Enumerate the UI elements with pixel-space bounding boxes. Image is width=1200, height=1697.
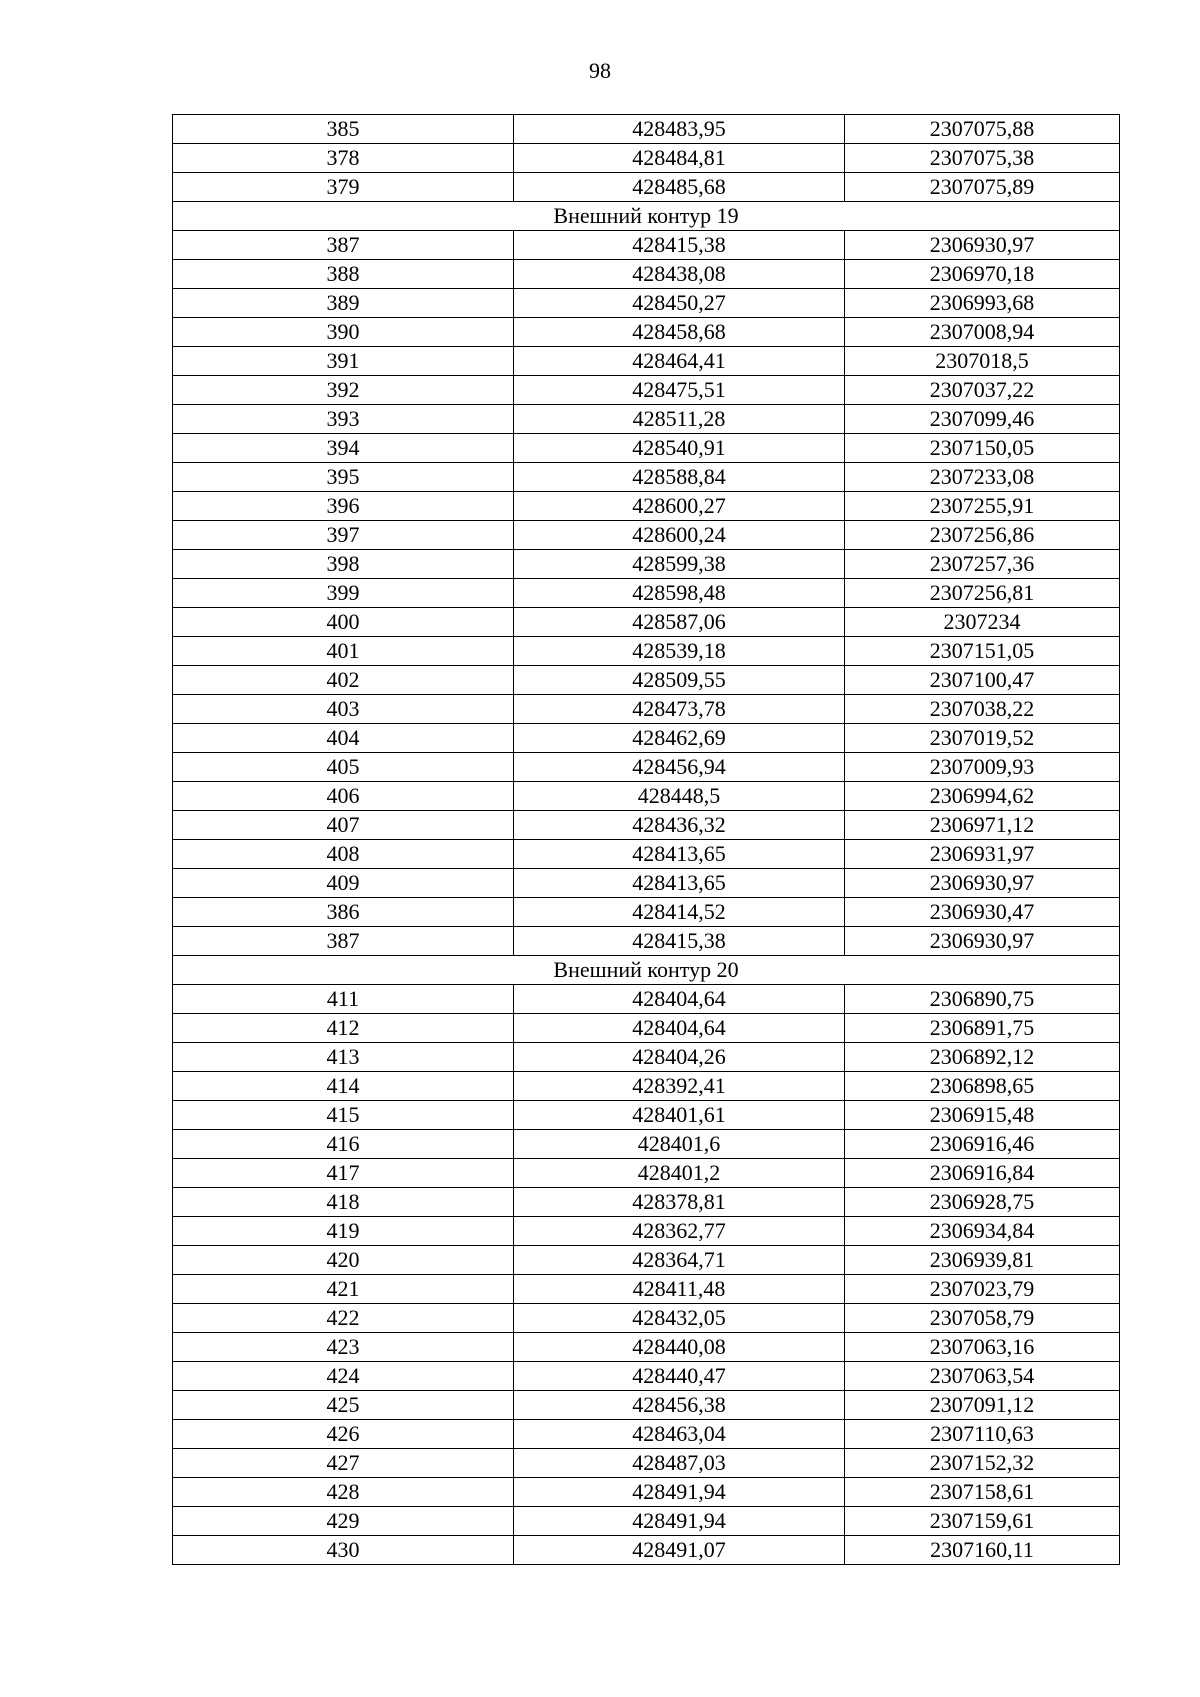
table-row	[173, 405, 1120, 434]
point-number-cell: 399	[173, 579, 514, 608]
table-row	[173, 1478, 1120, 1507]
table-row	[173, 1420, 1120, 1449]
x-coordinate-cell: 428362,77	[514, 1217, 845, 1246]
x-coordinate-cell: 428487,03	[514, 1449, 845, 1478]
table-row	[173, 1304, 1120, 1333]
table-row	[173, 521, 1120, 550]
table-row	[173, 492, 1120, 521]
x-coordinate-cell: 428413,65	[514, 869, 845, 898]
point-number-cell: 411	[173, 985, 514, 1014]
x-coordinate-cell: 428473,78	[514, 695, 845, 724]
x-coordinate-cell: 428484,81	[514, 144, 845, 173]
point-number-cell: 405	[173, 753, 514, 782]
point-number-cell: 387	[173, 231, 514, 260]
y-coordinate-cell: 2307038,22	[845, 695, 1120, 724]
table-row	[173, 811, 1120, 840]
section-title: Внешний контур 19	[173, 202, 1120, 231]
y-coordinate-cell: 2306934,84	[845, 1217, 1120, 1246]
point-number-cell: 387	[173, 927, 514, 956]
table-row	[173, 1101, 1120, 1130]
point-number-cell: 430	[173, 1536, 514, 1565]
y-coordinate-cell: 2307234	[845, 608, 1120, 637]
x-coordinate-cell: 428401,6	[514, 1130, 845, 1159]
y-coordinate-cell: 2307099,46	[845, 405, 1120, 434]
x-coordinate-cell: 428392,41	[514, 1072, 845, 1101]
y-coordinate-cell: 2307023,79	[845, 1275, 1120, 1304]
x-coordinate-cell: 428462,69	[514, 724, 845, 753]
x-coordinate-cell: 428415,38	[514, 927, 845, 956]
x-coordinate-cell: 428588,84	[514, 463, 845, 492]
table-row	[173, 1043, 1120, 1072]
x-coordinate-cell: 428440,08	[514, 1333, 845, 1362]
y-coordinate-cell: 2307151,05	[845, 637, 1120, 666]
point-number-cell: 429	[173, 1507, 514, 1536]
table-row	[173, 840, 1120, 869]
x-coordinate-cell: 428458,68	[514, 318, 845, 347]
x-coordinate-cell: 428491,07	[514, 1536, 845, 1565]
y-coordinate-cell: 2307110,63	[845, 1420, 1120, 1449]
x-coordinate-cell: 428448,5	[514, 782, 845, 811]
x-coordinate-cell: 428436,32	[514, 811, 845, 840]
point-number-cell: 402	[173, 666, 514, 695]
x-coordinate-cell: 428364,71	[514, 1246, 845, 1275]
y-coordinate-cell: 2306993,68	[845, 289, 1120, 318]
y-coordinate-cell: 2307257,36	[845, 550, 1120, 579]
y-coordinate-cell: 2307075,88	[845, 115, 1120, 144]
y-coordinate-cell: 2306892,12	[845, 1043, 1120, 1072]
table-row	[173, 1275, 1120, 1304]
x-coordinate-cell: 428411,48	[514, 1275, 845, 1304]
x-coordinate-cell: 428600,27	[514, 492, 845, 521]
x-coordinate-cell: 428401,61	[514, 1101, 845, 1130]
point-number-cell: 409	[173, 869, 514, 898]
table-row	[173, 579, 1120, 608]
y-coordinate-cell: 2306970,18	[845, 260, 1120, 289]
table-row	[173, 1159, 1120, 1188]
y-coordinate-cell: 2306890,75	[845, 985, 1120, 1014]
table-row	[173, 753, 1120, 782]
y-coordinate-cell: 2307063,54	[845, 1362, 1120, 1391]
point-number-cell: 378	[173, 144, 514, 173]
point-number-cell: 425	[173, 1391, 514, 1420]
section-header-row	[173, 202, 1120, 231]
point-number-cell: 396	[173, 492, 514, 521]
y-coordinate-cell: 2306928,75	[845, 1188, 1120, 1217]
page-number: 98	[589, 58, 611, 83]
table-row	[173, 1507, 1120, 1536]
y-coordinate-cell: 2307009,93	[845, 753, 1120, 782]
coordinates-table-body	[173, 115, 1120, 1565]
y-coordinate-cell: 2307063,16	[845, 1333, 1120, 1362]
table-row	[173, 115, 1120, 144]
table-row	[173, 1536, 1120, 1565]
table-row	[173, 782, 1120, 811]
x-coordinate-cell: 428598,48	[514, 579, 845, 608]
point-number-cell: 404	[173, 724, 514, 753]
table-row	[173, 637, 1120, 666]
y-coordinate-cell: 2307256,81	[845, 579, 1120, 608]
table-row	[173, 1246, 1120, 1275]
y-coordinate-cell: 2307255,91	[845, 492, 1120, 521]
x-coordinate-cell: 428587,06	[514, 608, 845, 637]
point-number-cell: 419	[173, 1217, 514, 1246]
point-number-cell: 416	[173, 1130, 514, 1159]
point-number-cell: 408	[173, 840, 514, 869]
table-row	[173, 666, 1120, 695]
table-row	[173, 1130, 1120, 1159]
point-number-cell: 389	[173, 289, 514, 318]
x-coordinate-cell: 428404,26	[514, 1043, 845, 1072]
point-number-cell: 420	[173, 1246, 514, 1275]
y-coordinate-cell: 2306930,97	[845, 231, 1120, 260]
table-row	[173, 173, 1120, 202]
point-number-cell: 403	[173, 695, 514, 724]
table-row	[173, 898, 1120, 927]
x-coordinate-cell: 428456,94	[514, 753, 845, 782]
point-number-cell: 414	[173, 1072, 514, 1101]
x-coordinate-cell: 428483,95	[514, 115, 845, 144]
y-coordinate-cell: 2307058,79	[845, 1304, 1120, 1333]
point-number-cell: 413	[173, 1043, 514, 1072]
x-coordinate-cell: 428475,51	[514, 376, 845, 405]
y-coordinate-cell: 2307091,12	[845, 1391, 1120, 1420]
point-number-cell: 379	[173, 173, 514, 202]
x-coordinate-cell: 428456,38	[514, 1391, 845, 1420]
x-coordinate-cell: 428485,68	[514, 173, 845, 202]
point-number-cell: 422	[173, 1304, 514, 1333]
y-coordinate-cell: 2307100,47	[845, 666, 1120, 695]
table-row	[173, 231, 1120, 260]
point-number-cell: 392	[173, 376, 514, 405]
point-number-cell: 390	[173, 318, 514, 347]
y-coordinate-cell: 2306939,81	[845, 1246, 1120, 1275]
table-row	[173, 463, 1120, 492]
point-number-cell: 398	[173, 550, 514, 579]
x-coordinate-cell: 428491,94	[514, 1507, 845, 1536]
table-row	[173, 1072, 1120, 1101]
x-coordinate-cell: 428432,05	[514, 1304, 845, 1333]
y-coordinate-cell: 2306915,48	[845, 1101, 1120, 1130]
table-row	[173, 1217, 1120, 1246]
x-coordinate-cell: 428404,64	[514, 1014, 845, 1043]
table-row	[173, 318, 1120, 347]
x-coordinate-cell: 428404,64	[514, 985, 845, 1014]
point-number-cell: 426	[173, 1420, 514, 1449]
table-row	[173, 985, 1120, 1014]
y-coordinate-cell: 2306930,97	[845, 927, 1120, 956]
y-coordinate-cell: 2306898,65	[845, 1072, 1120, 1101]
y-coordinate-cell: 2307150,05	[845, 434, 1120, 463]
x-coordinate-cell: 428415,38	[514, 231, 845, 260]
point-number-cell: 394	[173, 434, 514, 463]
table-row	[173, 1333, 1120, 1362]
point-number-cell: 386	[173, 898, 514, 927]
table-row	[173, 1391, 1120, 1420]
table-row	[173, 347, 1120, 376]
point-number-cell: 391	[173, 347, 514, 376]
y-coordinate-cell: 2307160,11	[845, 1536, 1120, 1565]
x-coordinate-cell: 428440,47	[514, 1362, 845, 1391]
table-row	[173, 289, 1120, 318]
table-row	[173, 1014, 1120, 1043]
section-title: Внешний контур 20	[173, 956, 1120, 985]
x-coordinate-cell: 428600,24	[514, 521, 845, 550]
point-number-cell: 421	[173, 1275, 514, 1304]
y-coordinate-cell: 2306916,84	[845, 1159, 1120, 1188]
point-number-cell: 424	[173, 1362, 514, 1391]
x-coordinate-cell: 428464,41	[514, 347, 845, 376]
point-number-cell: 406	[173, 782, 514, 811]
y-coordinate-cell: 2307159,61	[845, 1507, 1120, 1536]
point-number-cell: 415	[173, 1101, 514, 1130]
x-coordinate-cell: 428539,18	[514, 637, 845, 666]
point-number-cell: 417	[173, 1159, 514, 1188]
table-row	[173, 695, 1120, 724]
x-coordinate-cell: 428491,94	[514, 1478, 845, 1507]
point-number-cell: 407	[173, 811, 514, 840]
y-coordinate-cell: 2306971,12	[845, 811, 1120, 840]
x-coordinate-cell: 428414,52	[514, 898, 845, 927]
coordinates-table	[172, 114, 1120, 1565]
x-coordinate-cell: 428511,28	[514, 405, 845, 434]
table-row	[173, 1362, 1120, 1391]
y-coordinate-cell: 2307233,08	[845, 463, 1120, 492]
x-coordinate-cell: 428463,04	[514, 1420, 845, 1449]
table-row	[173, 434, 1120, 463]
y-coordinate-cell: 2306916,46	[845, 1130, 1120, 1159]
point-number-cell: 428	[173, 1478, 514, 1507]
y-coordinate-cell: 2306930,47	[845, 898, 1120, 927]
point-number-cell: 393	[173, 405, 514, 434]
y-coordinate-cell: 2307158,61	[845, 1478, 1120, 1507]
y-coordinate-cell: 2307008,94	[845, 318, 1120, 347]
point-number-cell: 412	[173, 1014, 514, 1043]
x-coordinate-cell: 428378,81	[514, 1188, 845, 1217]
x-coordinate-cell: 428401,2	[514, 1159, 845, 1188]
x-coordinate-cell: 428413,65	[514, 840, 845, 869]
y-coordinate-cell: 2306994,62	[845, 782, 1120, 811]
point-number-cell: 388	[173, 260, 514, 289]
point-number-cell: 427	[173, 1449, 514, 1478]
y-coordinate-cell: 2307256,86	[845, 521, 1120, 550]
table-row	[173, 724, 1120, 753]
x-coordinate-cell: 428509,55	[514, 666, 845, 695]
y-coordinate-cell: 2307152,32	[845, 1449, 1120, 1478]
section-header-row	[173, 956, 1120, 985]
y-coordinate-cell: 2306930,97	[845, 869, 1120, 898]
y-coordinate-cell: 2307075,38	[845, 144, 1120, 173]
table-row	[173, 1188, 1120, 1217]
table-row	[173, 608, 1120, 637]
x-coordinate-cell: 428438,08	[514, 260, 845, 289]
table-row	[173, 376, 1120, 405]
y-coordinate-cell: 2307018,5	[845, 347, 1120, 376]
point-number-cell: 401	[173, 637, 514, 666]
point-number-cell: 423	[173, 1333, 514, 1362]
table-row	[173, 550, 1120, 579]
y-coordinate-cell: 2307075,89	[845, 173, 1120, 202]
y-coordinate-cell: 2306931,97	[845, 840, 1120, 869]
point-number-cell: 395	[173, 463, 514, 492]
table-row	[173, 1449, 1120, 1478]
y-coordinate-cell: 2307019,52	[845, 724, 1120, 753]
table-row	[173, 260, 1120, 289]
y-coordinate-cell: 2307037,22	[845, 376, 1120, 405]
table-row	[173, 927, 1120, 956]
point-number-cell: 400	[173, 608, 514, 637]
table-row	[173, 144, 1120, 173]
x-coordinate-cell: 428450,27	[514, 289, 845, 318]
x-coordinate-cell: 428599,38	[514, 550, 845, 579]
point-number-cell: 397	[173, 521, 514, 550]
point-number-cell: 385	[173, 115, 514, 144]
table-row	[173, 869, 1120, 898]
point-number-cell: 418	[173, 1188, 514, 1217]
y-coordinate-cell: 2306891,75	[845, 1014, 1120, 1043]
x-coordinate-cell: 428540,91	[514, 434, 845, 463]
